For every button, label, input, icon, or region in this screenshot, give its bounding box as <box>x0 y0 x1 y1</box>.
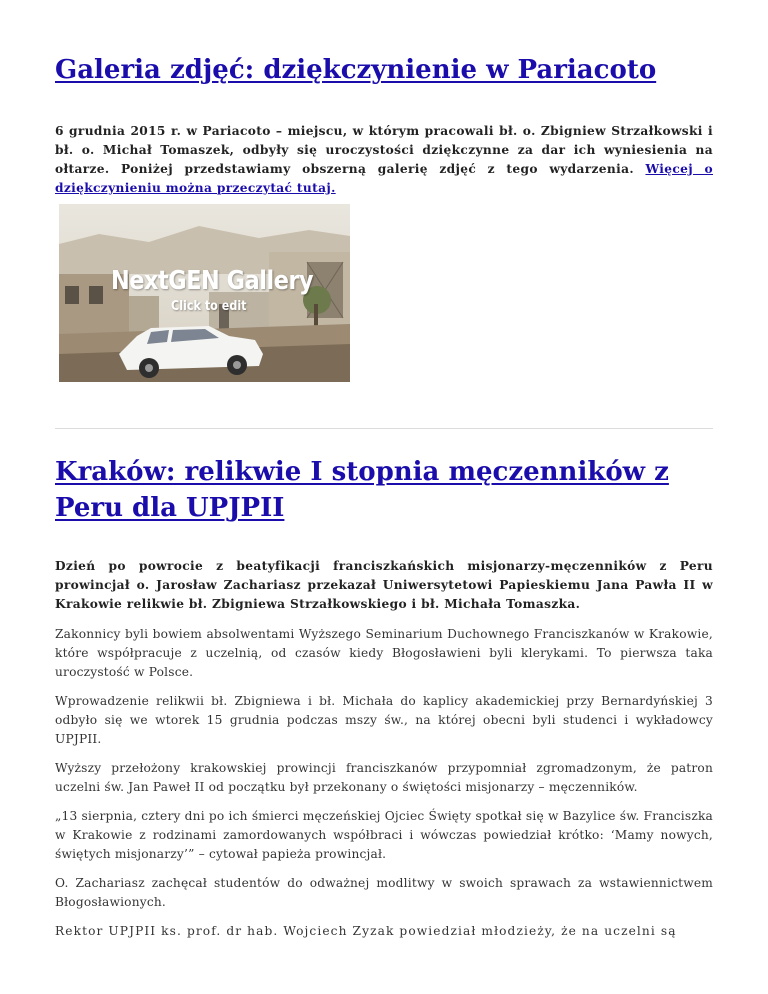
post-title-relics <box>55 454 713 526</box>
gallery-title: NextGEN Gallery <box>111 266 314 296</box>
post-paragraph: Rektor UPJPII ks. prof. dr hab. Wojciech Zyzak powiedział młodzieży, że na uczelni są <box>55 924 677 938</box>
nextgen-gallery-placeholder[interactable] <box>59 204 350 382</box>
post-title-gallery-link[interactable]: Galeria zdjęć: dziękczynienie w Pariacoto <box>55 55 657 85</box>
post-divider <box>55 428 713 429</box>
post-paragraph: Wyższy przełożony krakowskiej prowincji franciszkanów przypomniał zgromadzonym, że patron uczelni św. Jan Paweł II od początku był przekonany o świętości misjonarzy – męczenników. <box>55 761 713 794</box>
post-paragraph: O. Zachariasz zachęcał studentów do odważnej modlitwy w swoich sprawach za wstawiennictwem Błogosławionych. <box>55 876 713 909</box>
read-more-link[interactable]: Więcej o dziękczynieniu można przeczytać tutaj. <box>55 162 713 195</box>
post-lead-relics: Dzień po powrocie z beatyfikacji franciszkańskich misjonarzy-męczenników z Peru prowincjał o. Jarosław Zachariasz przekazał Uniwersytetowi Papieskiemu Jana Pawła II w Krakowie relikwie bł. Zbigniewa Strzałkowskiego i bł. Michała Tomaszka. <box>55 559 713 611</box>
post-title-gallery <box>55 52 656 88</box>
post-paragraph: Wprowadzenie relikwii bł. Zbigniewa i bł. Michała do kaplicy akademickiej przy Bernardyńskiej 3 odbyło się we wtorek 15 grudnia podczas mszy św., na której obecni byli studenci i wykładowcy UPJPII. <box>55 694 713 746</box>
post-title-relics-link[interactable]: Kraków: relikwie I stopnia męczenników z Peru dla UPJPII <box>55 457 669 523</box>
post-lead-gallery-text: 6 grudnia 2015 r. w Pariacoto – miejscu, w którym pracowali bł. o. Zbigniew Strzałkowski i bł. o. Michał Tomaszek, odbyły się uroczystości dziękczynne za dar ich wyniesienia na ołtarze. Poniżej przedstawiamy obszerną galerię zdjęć z tego wydarzenia. <box>55 124 713 176</box>
post-paragraph: „13 sierpnia, cztery dni po ich śmierci męczeńskiej Ojciec Święty spotkał się w Bazylice św. Franciszka w Krakowie z rodzinami zamordowanych współbraci i wówczas powiedział krótko: ‘Mamy nowych, świętych misjonarzy’” – cytował papieża prowincjał. <box>55 809 713 861</box>
gallery-subtitle: Click to edit <box>171 299 247 314</box>
post-lead-gallery <box>55 122 713 198</box>
post-paragraph: Zakonnicy byli bowiem absolwentami Wyższego Seminarium Duchownego Franciszkanów w Krakowie, które współpracuje z uczelnią, od czasów kiedy Błogosławieni byli klerykami. To pierwsza taka uroczystość w Polsce. <box>55 627 713 679</box>
